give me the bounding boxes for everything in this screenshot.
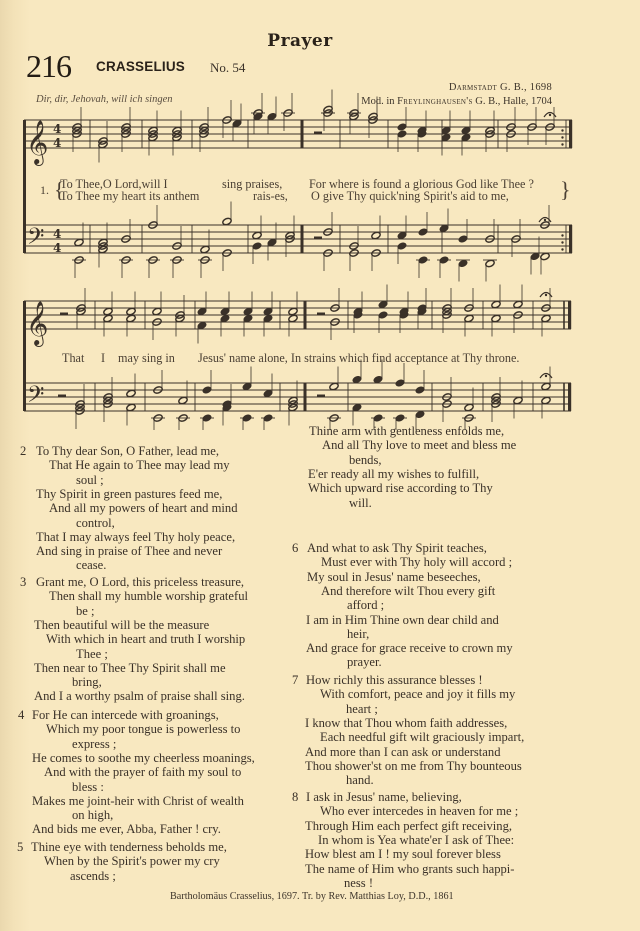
half-rest — [317, 313, 325, 316]
thick-barline — [301, 225, 304, 253]
verse-line: Who ever intercedes in heaven for me ; — [320, 804, 519, 819]
verse-line: And therefore wilt Thou every gift — [321, 583, 496, 598]
original-first-line: Dir, dir, Jehovah, will ich singen — [36, 94, 173, 105]
lyric-syllables: That — [62, 351, 85, 365]
verse-line: In whom is Yea whate'er I ask of Thee: — [318, 832, 515, 847]
verse-line: And more than I can ask or understand — [305, 744, 501, 759]
verse-line: Then near to Thee Thy Spirit shall me — [34, 660, 226, 675]
verse-line: Each needful gift wilt graciously impart, — [320, 730, 525, 745]
verse-line: He comes to soothe my cheerless moanings, — [32, 750, 255, 765]
verse-line: Thee ; — [76, 646, 108, 661]
verse-line: will. — [349, 495, 372, 510]
verse-line: I know that Thou whom faith addresses, — [305, 715, 508, 730]
verse-number: 2 — [20, 444, 27, 458]
lyric-syllables: sing praises, — [222, 177, 283, 191]
verse-line: Thou shower'st on me from Thy bounteous — [305, 758, 522, 773]
music-score — [0, 0, 640, 430]
lyric-syllables: rais-es, — [253, 189, 288, 203]
time-signature-top: 4 — [53, 122, 62, 136]
verse-number: 5 — [17, 840, 24, 854]
repeat-dot — [561, 241, 563, 243]
music-system-2 — [23, 285, 571, 431]
lyric-syllables: To Thee,O Lord,will I — [60, 177, 168, 191]
source-suffix: G. B., Halle, 1704 — [472, 96, 552, 107]
meter-number: No. 54 — [210, 60, 246, 75]
verse-line: How blest am I ! my soul forever bless — [305, 847, 501, 862]
verse-line: Thine arm with gentleness enfolds me, — [309, 424, 505, 438]
verse-line: Through Him each perfect gift receiving, — [305, 818, 513, 833]
verse-line: soul ; — [76, 472, 104, 487]
verse-line: Thy Spirit in green pastures feed me, — [36, 486, 223, 501]
verse-number: 1. — [40, 183, 49, 197]
verse-line: And all Thy love to meet and bless me — [322, 438, 517, 453]
lyric-syllables: I — [101, 351, 106, 365]
verse-line: And sing in praise of Thee and never — [36, 544, 223, 559]
tune-source: Darmstadt G. B., 1698 — [448, 82, 552, 93]
lyric-syllables: To Thee my heart its anthem — [60, 189, 200, 203]
verse-line: express ; — [72, 736, 117, 751]
lyric-syllables: may sing in — [118, 351, 175, 365]
verse-line: When by the Spirit's power my cry — [44, 854, 220, 869]
tune-name: CRASSELIUS — [96, 59, 186, 74]
verse-line: For He can intercede with groanings, — [32, 708, 219, 722]
verse-line: That He again to Thee may lead my — [49, 458, 230, 473]
verse-line: That I may always feel Thy holy peace, — [36, 529, 236, 544]
verse-line: bends, — [349, 452, 382, 467]
verse-number: 4 — [18, 708, 25, 722]
verse-line: Then shall my humble worship grateful — [49, 589, 249, 604]
treble-clef-icon: 𝄞 — [26, 120, 49, 164]
half-rest — [58, 395, 66, 398]
verse-line: Must ever with Thy holy will accord ; — [321, 555, 513, 570]
half-rest — [314, 132, 322, 135]
thick-barline — [304, 301, 307, 329]
verse-line: be ; — [76, 603, 95, 618]
verse-line: My soul in Jesus' name beseeches, — [307, 569, 481, 584]
verse-line: Grant me, O Lord, this priceless treasure, — [36, 575, 245, 589]
bass-clef-icon: 𝄢 — [27, 224, 45, 255]
verse-line: Which my poor tongue is powerless to — [46, 722, 241, 737]
verse-line: ness ! — [344, 875, 374, 890]
end-barline — [568, 301, 571, 329]
verse-line: I ask in Jesus' name, believing, — [306, 790, 462, 804]
verse-line: And I a worthy psalm of praise shall sing. — [34, 689, 245, 704]
verse-number: 3 — [20, 575, 27, 589]
lyric-syllables: O give Thy quick'ning Spirit's aid to me, — [311, 189, 509, 203]
verse-line: cease. — [76, 558, 107, 573]
verse-line: I am in Him Thine own dear child and — [306, 612, 499, 627]
verse-line: With which in heart and truth I worship — [46, 632, 246, 647]
lyric-brace: { — [54, 177, 65, 202]
verse-line: And grace for grace receive to crown my — [306, 641, 513, 656]
repeat-dot — [561, 129, 563, 131]
verse-line: on high, — [72, 808, 114, 823]
source-author: Freylinghausen's — [397, 96, 473, 107]
verse-line: afford ; — [347, 598, 385, 613]
verse-line: Thine eye with tenderness beholds me, — [31, 840, 227, 854]
verse-line: E'er ready all my wishes to fulfill, — [308, 466, 480, 481]
lyric-syllables: Jesus' name alone, In strains which find acceptance at Thy throne. — [198, 351, 520, 365]
verse-line: Which upward rise according to Thy — [308, 481, 493, 496]
end-barline — [569, 225, 572, 253]
verse-line: With comfort, peace and joy it fills my — [320, 687, 516, 702]
verse-line: And what to ask Thy Spirit teaches, — [307, 541, 487, 555]
verse-line: How richly this assurance blesses ! — [306, 673, 483, 687]
time-signature-bottom: 4 — [53, 241, 62, 255]
verse-line: ascends ; — [70, 868, 116, 883]
time-signature-bottom: 4 — [53, 136, 62, 150]
author-credit: Bartholomäus Crasselius, 1697. Tr. by Rev. Matthias Loy, D.D., 1861 — [170, 891, 454, 902]
verse-line: Makes me joint-heir with Christ of wealth — [32, 793, 244, 808]
verse-line: prayer. — [347, 655, 382, 670]
thick-barline — [304, 383, 307, 411]
repeat-dot — [561, 136, 563, 138]
repeat-dot — [561, 234, 563, 236]
thick-barline — [301, 120, 304, 148]
hymn-number: 216 — [26, 48, 71, 84]
treble-clef-icon: 𝄞 — [26, 301, 49, 345]
verse-line: To Thy dear Son, O Father, lead me, — [36, 444, 220, 458]
verse-line: bring, — [72, 675, 102, 690]
verse-line: Then beautiful will be the measure — [34, 617, 210, 632]
music-system-1 — [23, 90, 572, 282]
repeat-dot — [561, 248, 563, 250]
verse-line: hand. — [346, 773, 374, 788]
end-barline — [568, 383, 571, 411]
half-rest — [60, 313, 68, 316]
half-rest — [314, 237, 322, 240]
half-rest — [317, 395, 325, 398]
lyric-syllables: For where is found a glorious God like Thee ? — [309, 177, 534, 191]
verse-line: heir, — [347, 626, 370, 641]
verse-number: 7 — [292, 673, 299, 687]
time-signature-top: 4 — [53, 227, 62, 241]
end-barline — [569, 120, 572, 148]
section-title: Prayer — [267, 31, 333, 51]
repeat-dot — [561, 143, 563, 145]
source-prefix: Mod. in — [361, 96, 398, 107]
verse-number: 8 — [292, 790, 299, 804]
bass-clef-icon: 𝄢 — [27, 382, 45, 413]
lyric-brace: } — [560, 177, 571, 202]
verse-line: control, — [76, 515, 115, 530]
verse-line: And bids me ever, Abba, Father ! cry. — [32, 822, 221, 837]
verse-number: 6 — [292, 541, 299, 555]
verse-line: bless : — [72, 779, 104, 794]
verse-line: And all my powers of heart and mind — [49, 501, 238, 516]
verse-line: The name of Him who grants such happi- — [305, 861, 515, 876]
verse-line: And with the prayer of faith my soul to — [44, 765, 242, 780]
verse-line: heart ; — [346, 701, 378, 716]
